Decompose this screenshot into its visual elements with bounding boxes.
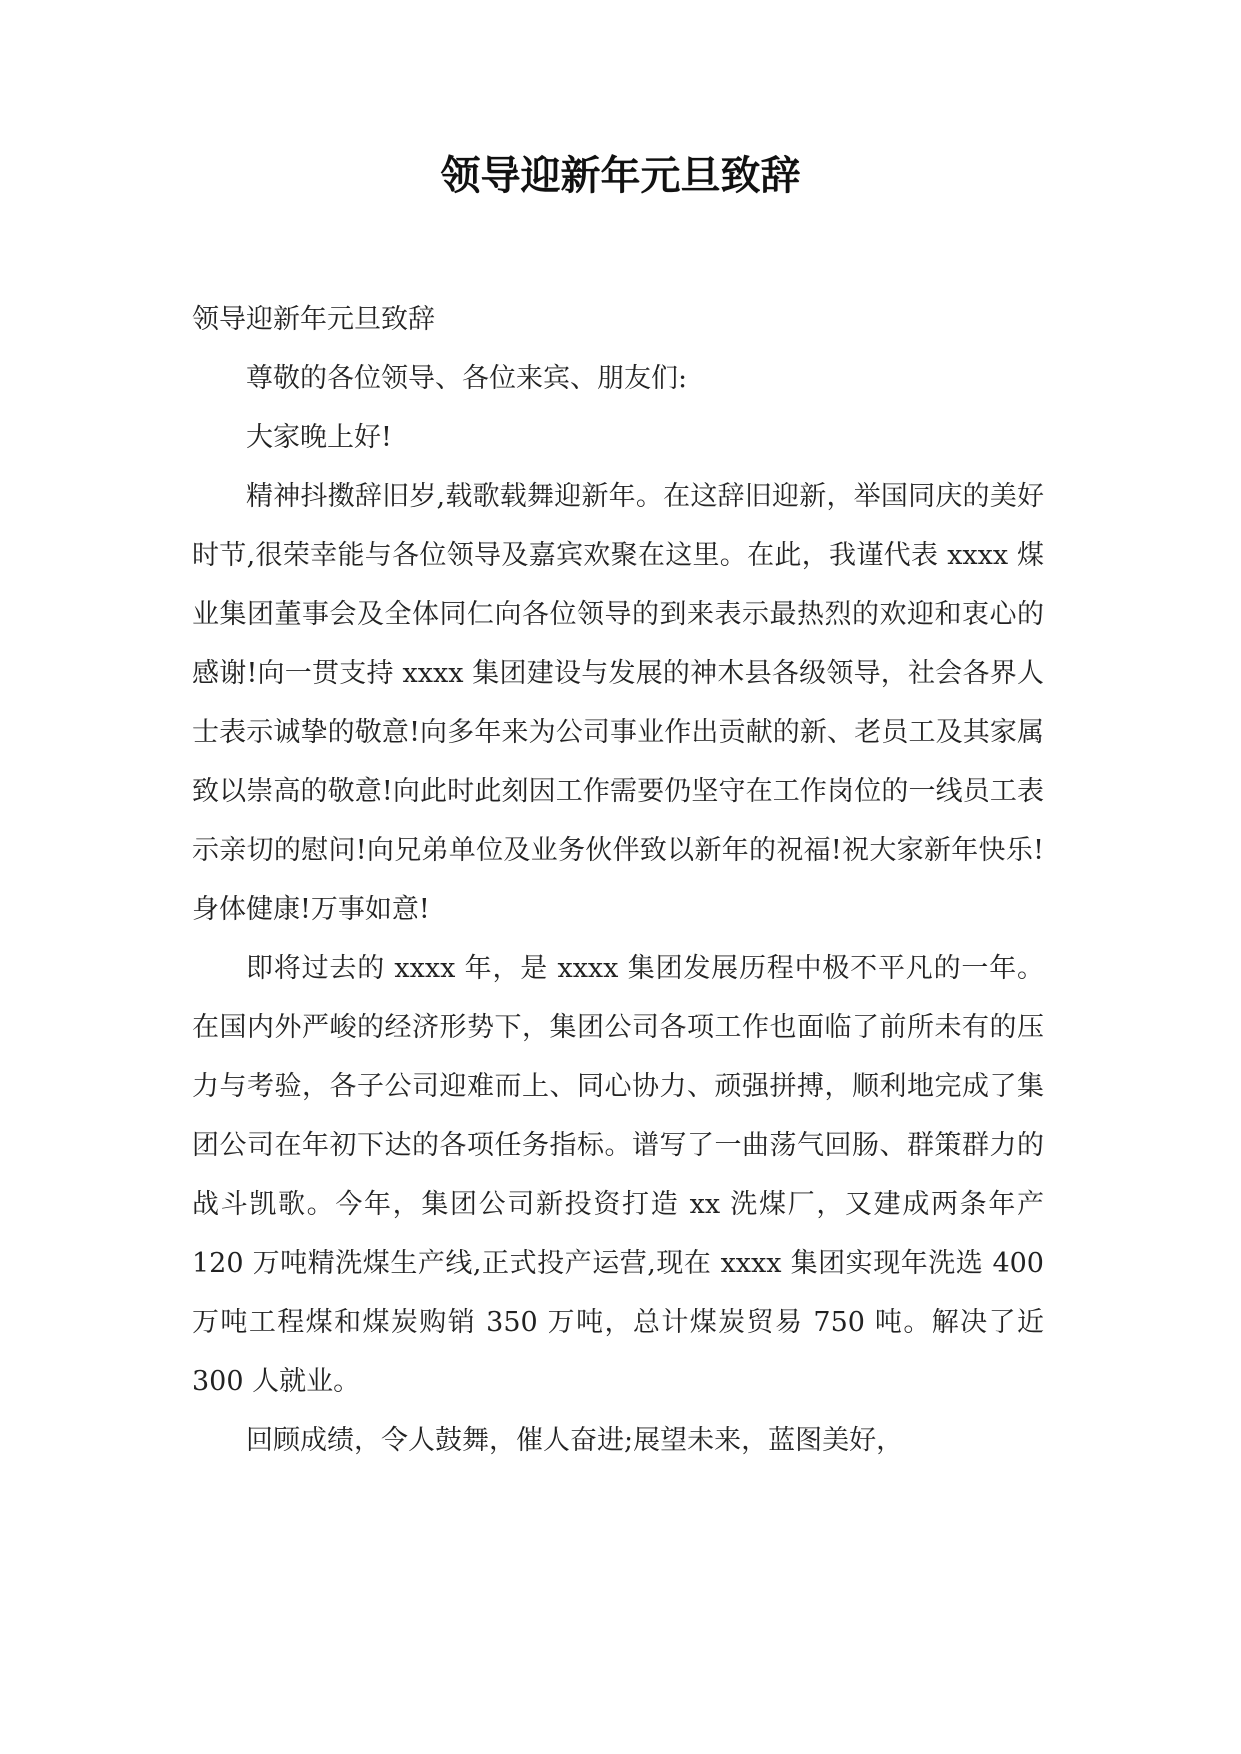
salutation-paragraph: 尊敬的各位领导、各位来宾、朋友们:: [246, 363, 688, 394]
review-paragraph: 即将过去的 xxxx 年，是 xxxx 集团发展历程中极不平凡的一年。在国内外严峻的经济形势下，集团公司各项工作也面临了前所未有的压力与考验，各子公司迎难而上、同心协力、顽强拼搏，顺利地完成了集团公司在年初下达的各项任务指标。谱写了一曲荡气回肠、群策群力的战斗凯歌。今年，集团公司新投资打造 xx 洗煤厂，又建成两条年产 120 万吨精洗煤生产线,正式投产运营,现在 xxxx 集团实现年洗选 400 万吨工程煤和煤炭购销 350 万吨，总计煤炭贸易 750 吨。解决了近 300 人就业。: [192, 953, 1044, 1397]
document-body: [192, 290, 1044, 1470]
document-heading-line: 领导迎新年元旦致辞: [192, 304, 435, 335]
welcome-paragraph: 精神抖擞辞旧岁,载歌载舞迎新年。在这辞旧迎新，举国同庆的美好时节,很荣幸能与各位领导及嘉宾欢聚在这里。在此，我谨代表 xxxx 煤业集团董事会及全体同仁向各位领导的到来表示最热烈的欢迎和衷心的感谢!向一贯支持 xxxx 集团建设与发展的神木县各级领导，社会各界人士表示诚挚的敬意!向多年来为公司事业作出贡献的新、老员工及其家属致以崇高的敬意!向此时此刻因工作需要仍坚守在工作岗位的一线员工表示亲切的慰问!向兄弟单位及业务伙伴致以新年的祝福!祝大家新年快乐!身体健康!万事如意!: [192, 481, 1044, 925]
document-title: 领导迎新年元旦致辞: [440, 152, 801, 199]
greeting-paragraph: 大家晚上好!: [246, 422, 392, 453]
outlook-paragraph: 回顾成绩，令人鼓舞，催人奋进;展望未来，蓝图美好，: [246, 1425, 904, 1456]
